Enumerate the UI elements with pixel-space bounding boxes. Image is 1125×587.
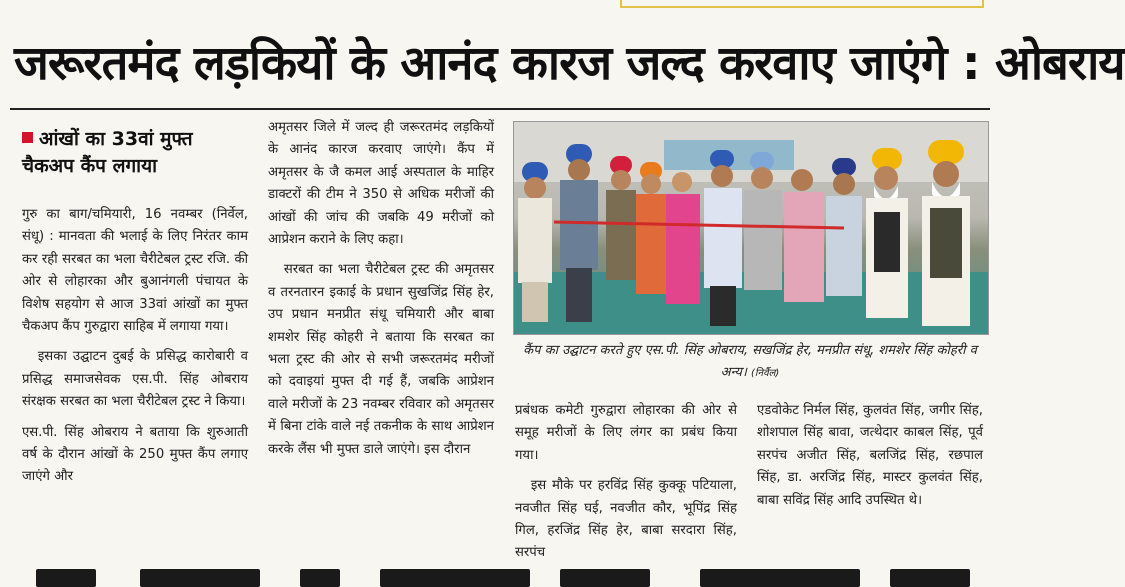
bullet-square-icon xyxy=(22,132,33,143)
top-box-border xyxy=(620,0,984,8)
col3-para-2: इस मौके पर हरविंद्र सिंह कुक्कू पटियाला, नवजीत सिंह घई, नवजीत कौर, भूपिंद्र सिंह गिल, हरजिंद्र सिंह हेर, बाबा सरदारा सिंह, सरपंच xyxy=(515,478,737,561)
subheading-text: आंखों का 33वां मुफ्त चैकअप कैंप लगाया xyxy=(22,128,193,177)
headline: जरूरतमंद लड़कियों के आनंद कारज जल्द करवाए जाएंगे : ओबराय xyxy=(14,36,1125,91)
event-photo xyxy=(513,121,989,335)
bottom-page-strip xyxy=(0,566,1000,579)
subheading xyxy=(22,126,244,180)
column-3 xyxy=(515,400,737,573)
caption-source: (निर्वैल) xyxy=(751,368,780,379)
column-2 xyxy=(268,117,494,469)
top-page-strip xyxy=(0,0,1000,14)
headline-rule xyxy=(10,108,990,110)
caption-text: कैंप का उद्घाटन करते हुए एस.पी. सिंह ओबराय, सखजिंद्र हेर, मनप्रीत संधू, शमशेर सिंह कोहरी व अन्य। xyxy=(523,343,977,380)
col4-para-1: एडवोकेट निर्मल सिंह, कुलवंत सिंह, जगीर सिंह, शोशपाल सिंह बावा, जत्थेदार काबल सिंह, पूर्व सरपंच अजीत सिंह, बलजिंद्र सिंह, रछपाल सिंह, डा. अरजिंद्र सिंह, मास्टर कुलवंत सिंह, बाबा सविंद्र सिंह आदि उपस्थित थे। xyxy=(757,403,983,508)
col1-para-2: इसका उद्घाटन दुबई के प्रसिद्ध कारोबारी व प्रसिद्ध समाजसेवक एस.पी. सिंह ओबराय संरक्षक सरबत का भला चैरीटेबल ट्रस्ट ने किया। xyxy=(22,349,248,410)
photo-illustration xyxy=(514,122,988,334)
col1-para-3: एस.पी. सिंह ओबराय ने बताया कि शुरुआती वर्ष के दौरान आंखों के 250 मुफ्त कैंप लगाए जाएंगे और xyxy=(22,424,248,485)
col2-para-2: सरबत का भला चैरीटेबल ट्रस्ट की अमृतसर व तरनतारन इकाई के प्रधान सुखजिंद्र सिंह हेर, उप प्रधान मनप्रीत संधू चमियारी और बाबा शमशेर सिंह कोहरी ने बताया कि सरबत का भला ट्रस्ट की ओर से सभी जरूरतमंद मरीजों को दवाइयां मुफ्त दी गई हैं, जबकि आप्रेशन वाले मरीजों के 23 नवम्बर रविवार को अमृतसर में बिना टांके वाले नई तकनीक के साथ आप्रेशन करके लैंस भी मुफ्त डाले जाएंगे। इस दौरान xyxy=(268,262,494,457)
col2-para-1: अमृतसर जिले में जल्द ही जरूरतमंद लड़कियों के आनंद कारज करवाए जाएंगे। कैंप में अमृतसर के जै कमल आई अस्पताल के माहिर डाक्टरों की टीम ने 350 से अधिक मरीजों की आंखों की जांच की जबकि 49 मरीजों को आप्रेशन कराने के लिए कहा। xyxy=(268,120,494,248)
column-4 xyxy=(757,400,983,520)
col1-para-1: गुरु का बाग/चमियारी, 16 नवम्बर (निर्वेल, संधू) : मानवता की भलाई के लिए निरंतर काम कर रही सरबत का भला चैरीटेबल ट्रस्ट रजि. की ओर से लोहारका और बुआनंगली पंचायत के विशेष सहयोग से आज 33वां आंखों का मुफ्त चैकअप कैंप गुरुद्वारा साहिब में लगाया गया। xyxy=(22,207,248,335)
photo-caption xyxy=(513,340,987,385)
col3-para-1: प्रबंधक कमेटी गुरुद्वारा लोहारका की ओर से समूह मरीजों के लिए लंगर का प्रबंध किया गया। xyxy=(515,403,737,463)
column-1 xyxy=(22,204,248,497)
